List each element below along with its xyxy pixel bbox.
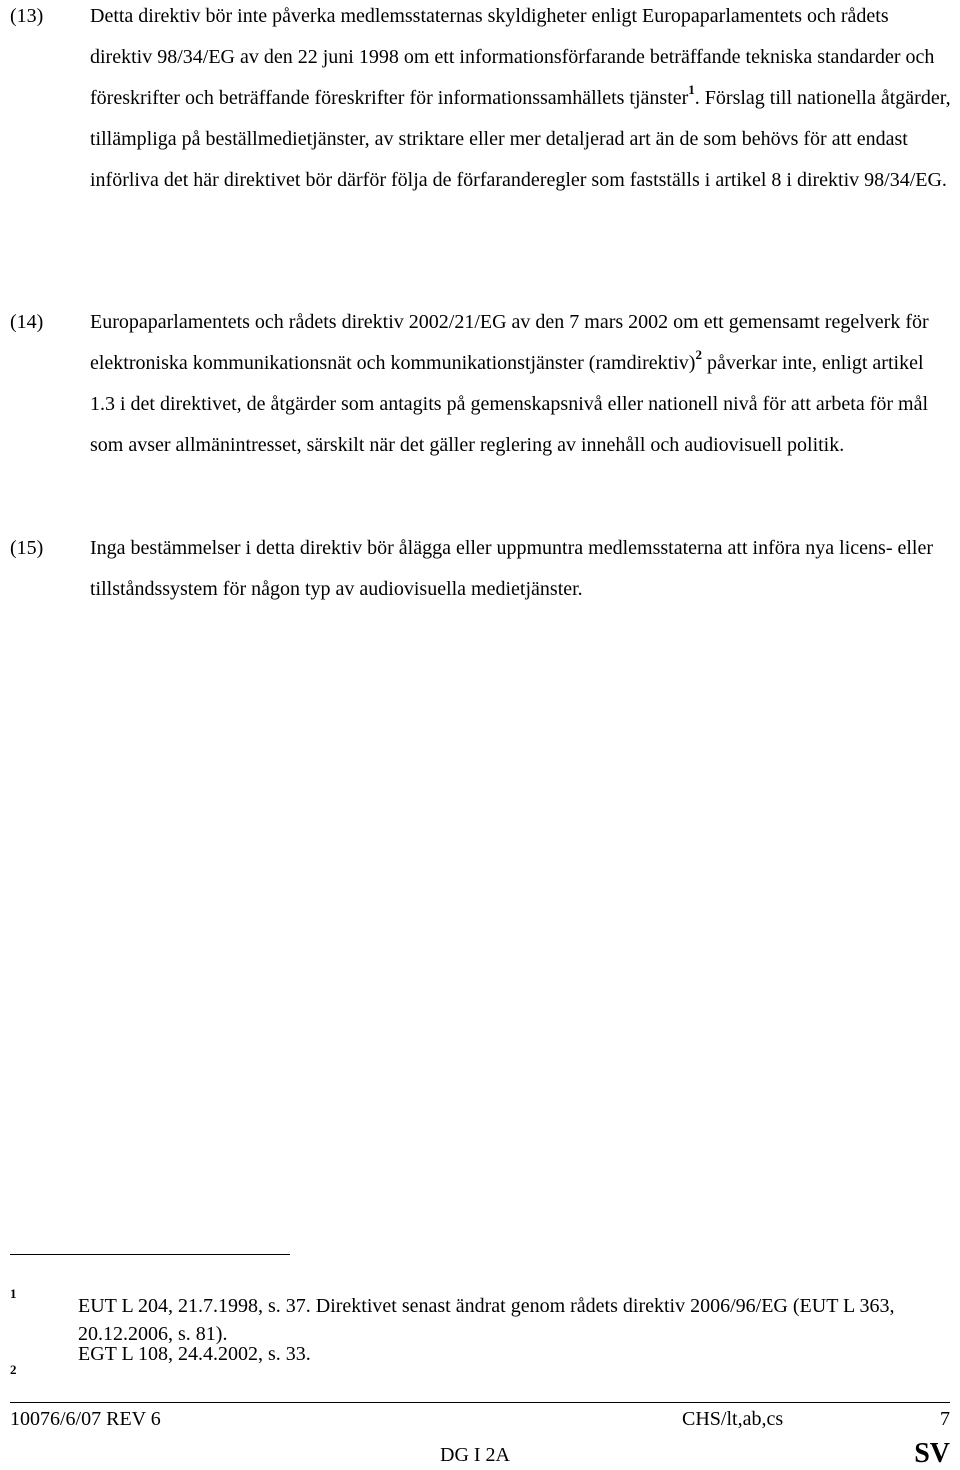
recital-text: Inga bestämmelser i detta direktiv bör ålägga eller uppmuntra medlemsstaterna att införa nya licens- eller tillståndssystem för någon typ av audiovisuella medietjänster. <box>90 537 934 600</box>
footnote-text: EGT L 108, 24.4.2002, s. 33. <box>78 1343 311 1365</box>
footer-separator <box>10 1402 950 1403</box>
page-footer <box>10 1408 950 1468</box>
recital-text-part: . Förslag till nationella åtgärder, tillämpliga på beställmedietjänster, av striktare eller mer detaljerad art än de som behövs för att endast införliva det här direktivet bör därför följa de förfaranderegler som fastställs i artikel 8 i direktiv 98/34/EG. <box>90 87 951 191</box>
footnote-text: EUT L 204, 21.7.1998, s. 37. Direktivet senast ändrat genom rådets direktiv 2006/96/EG (EUT L 363, 20.12.2006, s. 81). <box>78 1295 895 1345</box>
recital-text <box>90 302 952 466</box>
footnote-reference: 2 <box>695 347 702 363</box>
recital-13 <box>10 0 952 201</box>
recital-number: (14) <box>10 311 44 333</box>
recital-number: (15) <box>10 537 44 559</box>
recital-text <box>90 0 952 201</box>
recital-text-part: Detta direktiv bör inte påverka medlemsstaternas skyldigheter enligt Europaparlamentets och rådets direktiv 98/34/EG av den 22 juni 1998 om ett informationsförfarande beträffande tekniska standarder och föreskrifter och beträffande föreskrifter för informationssamhällets tjänster <box>90 5 935 109</box>
footnote-mark: 2 <box>10 1362 17 1377</box>
footnote-separator <box>10 1254 290 1255</box>
footnote-mark: 1 <box>10 1286 17 1301</box>
directorate-general: DG I 2A <box>440 1444 510 1466</box>
recital-number: (13) <box>10 5 44 27</box>
footnote-reference: 1 <box>688 82 695 98</box>
document-reference: 10076/6/07 REV 6 <box>10 1408 161 1430</box>
recital-14 <box>10 302 952 466</box>
page-number: 7 <box>940 1408 950 1430</box>
recital-text-part: Europaparlamentets och rådets direktiv 2002/21/EG av den 7 mars 2002 om ett gemensamt regelverk för elektroniska kommunikationsnät och kommunikationstjänster (ramdirektiv) <box>90 311 929 374</box>
recital-15 <box>10 528 952 610</box>
footnote <box>10 1340 952 1377</box>
footnotes <box>10 1286 952 1377</box>
author-initials: CHS/lt,ab,cs <box>682 1408 784 1430</box>
recital-text-part: påverkar inte, enligt artikel 1.3 i det direktivet, de åtgärder som antagits på gemenskapsnivå eller nationell nivå för att arbeta för mål som avser allmänintresset, särskilt när det gäller reglering av innehåll och audiovisuell politik. <box>90 352 929 456</box>
language-code: SV <box>914 1438 950 1469</box>
